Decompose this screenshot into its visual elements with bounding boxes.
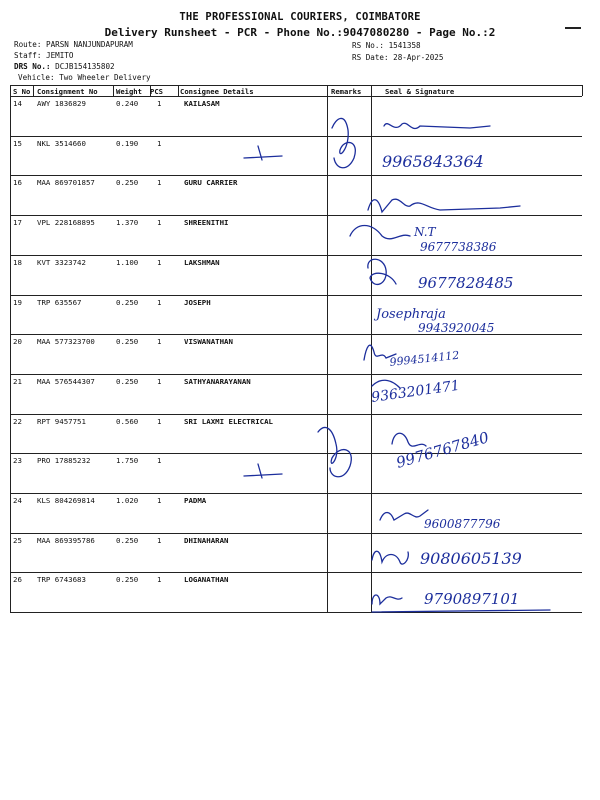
- cell-consignee: LOGANATHAN: [184, 575, 229, 585]
- table-vline: [178, 85, 179, 96]
- cell-sno: 20: [13, 337, 22, 347]
- cell-consignment: NKL 3514660: [37, 138, 86, 148]
- table-hline: [10, 374, 582, 375]
- cell-sno: 25: [13, 535, 22, 545]
- vehicle-value: Two Wheeler Delivery: [59, 73, 151, 82]
- header-consignee: Consignee Details: [180, 87, 254, 96]
- cell-consignee: GURU CARRIER: [184, 178, 238, 188]
- table-vline: [582, 85, 583, 96]
- staff-label: Staff:: [14, 51, 42, 60]
- cell-sno: 16: [13, 178, 22, 188]
- cell-weight: 1.750: [116, 456, 139, 466]
- cell-consignment: TRP 635567: [37, 297, 82, 307]
- table-hline: [10, 334, 582, 335]
- phone-row25: 9080605139: [420, 549, 522, 568]
- table-vline: [327, 85, 328, 612]
- cell-sno: 21: [13, 376, 22, 386]
- header-weight: Weight: [116, 87, 142, 96]
- drs-value: DCJB154135802: [55, 62, 115, 71]
- cell-sno: 24: [13, 496, 22, 505]
- cell-consignee: SHREENITHI: [184, 218, 229, 228]
- header-pcs: PCS: [150, 87, 163, 96]
- cell-sno: 22: [13, 416, 22, 426]
- cell-sno: 19: [13, 297, 22, 307]
- table-hline: [10, 215, 582, 216]
- cell-consignee: SRI LAXMI ELECTRICAL: [184, 416, 273, 426]
- header-seal-signature: Seal & Signature: [385, 87, 455, 96]
- phone-row21: 9363201471: [370, 377, 461, 406]
- phone-row17: 9677738386: [420, 240, 497, 254]
- cell-pcs: 1: [157, 178, 162, 188]
- phone-row19: 9943920045: [418, 321, 495, 335]
- cell-pcs: 1: [157, 337, 162, 347]
- cell-consignment: PRO 17885232: [37, 456, 91, 466]
- table-hline: [10, 175, 582, 176]
- staff-value: JEMITO: [46, 51, 74, 60]
- table-hline: [10, 136, 582, 137]
- cell-pcs: 1: [157, 257, 162, 267]
- cell-pcs: 1: [157, 496, 162, 505]
- cell-consignee: VISWANATHAN: [184, 337, 233, 347]
- header-consignment: Consignment No: [37, 87, 98, 96]
- corner-dash-mark: [565, 27, 581, 29]
- table-hline: [10, 572, 582, 573]
- cell-consignment: KVT 3323742: [37, 257, 86, 267]
- cell-sno: 26: [13, 575, 22, 585]
- rs-no-label: RS No.:: [352, 41, 385, 50]
- route-line: [14, 40, 133, 49]
- cell-consignment: MAA 577323700: [37, 337, 95, 347]
- name-row19: Josephraja: [376, 307, 446, 322]
- cell-weight: 0.250: [116, 337, 139, 347]
- table-vline: [33, 85, 34, 96]
- cell-consignment: RPT 9457751: [37, 416, 86, 426]
- table-hline: [10, 96, 582, 97]
- cell-consignee: LAKSHMAN: [184, 257, 220, 267]
- document-title: THE PROFESSIONAL COURIERS, COIMBATORE: [179, 11, 421, 23]
- cell-consignee: JOSEPH: [184, 297, 211, 307]
- table-hline: [10, 255, 582, 256]
- table-vline: [10, 85, 11, 612]
- cell-weight: 0.250: [116, 575, 139, 585]
- staff-line: [14, 51, 73, 60]
- cell-consignment: KLS 804269814: [37, 496, 95, 505]
- cell-weight: 0.560: [116, 416, 139, 426]
- cell-pcs: 1: [157, 416, 162, 426]
- cell-sno: 15: [13, 138, 22, 148]
- cell-pcs: 1: [157, 138, 162, 148]
- cell-weight: 1.020: [116, 496, 139, 505]
- table-hline: [10, 85, 582, 86]
- cell-pcs: 1: [157, 535, 162, 545]
- cell-pcs: 1: [157, 99, 162, 108]
- runsheet-table: [10, 85, 582, 615]
- cell-consignee: PADMA: [184, 496, 207, 505]
- cell-pcs: 1: [157, 218, 162, 228]
- rs-date-value: 28-Apr-2025: [393, 53, 444, 62]
- header-remarks: Remarks: [331, 87, 362, 96]
- phone-row24: 9600877796: [424, 517, 501, 531]
- cell-pcs: 1: [157, 297, 162, 307]
- cell-pcs: 1: [157, 575, 162, 585]
- cell-sno: 18: [13, 257, 22, 267]
- phone-row23: 9976767840: [394, 428, 491, 472]
- cell-consignment: VPL 228168895: [37, 218, 95, 228]
- phone-row20: 9994514112: [388, 348, 460, 369]
- cell-consignee: SATHYANARAYANAN: [184, 376, 251, 386]
- table-hline: [10, 295, 582, 296]
- cell-weight: 0.190: [116, 138, 139, 148]
- cell-consignment: AWY 1836829: [37, 99, 86, 108]
- cell-sno: 23: [13, 456, 22, 466]
- cell-weight: 0.250: [116, 178, 139, 188]
- table-hline: [10, 612, 582, 613]
- table-hline: [10, 533, 582, 534]
- cell-weight: 0.250: [116, 535, 139, 545]
- cell-weight: 1.370: [116, 218, 139, 228]
- cell-consignment: MAA 576544307: [37, 376, 95, 386]
- rs-date-label: RS Date:: [352, 53, 389, 62]
- rs-no-value: 1541358: [388, 41, 421, 50]
- cell-pcs: 1: [157, 456, 162, 466]
- table-vline: [113, 85, 114, 96]
- phone-row18: 9677828485: [418, 274, 514, 292]
- cell-weight: 0.250: [116, 376, 139, 386]
- cell-weight: 0.250: [116, 297, 139, 307]
- route-label: Route:: [14, 40, 42, 49]
- route-value: PARSN NANJUNDAPURAM: [46, 40, 133, 49]
- cell-consignment: MAA 869395786: [37, 535, 95, 545]
- table-hline: [10, 453, 582, 454]
- header-sno: S No: [13, 87, 31, 96]
- drs-label: DRS No.:: [14, 62, 51, 71]
- cell-weight: 0.240: [116, 99, 139, 108]
- drs-line: [14, 62, 115, 71]
- vehicle-label: Vehicle:: [18, 73, 55, 82]
- note-row17: N.T: [414, 225, 436, 239]
- table-hline: [10, 493, 582, 494]
- cell-sno: 17: [13, 218, 22, 228]
- table-vline: [371, 85, 372, 612]
- rs-date-line: [352, 53, 443, 62]
- table-hline: [10, 414, 582, 415]
- cell-sno: 14: [13, 99, 22, 108]
- cell-weight: 1.100: [116, 257, 139, 267]
- phone-row15: 9965843364: [382, 152, 484, 171]
- cell-consignee: KAILASAM: [184, 99, 220, 108]
- rs-no-line: [352, 41, 421, 50]
- document-subtitle: Delivery Runsheet - PCR - Phone No.:9047080280 - Page No.:2: [104, 26, 496, 39]
- cell-consignment: TRP 6743683: [37, 575, 86, 585]
- phone-row26: 9790897101: [424, 590, 520, 608]
- vehicle-line: [18, 73, 151, 82]
- cell-consignment: MAA 869701857: [37, 178, 95, 188]
- cell-consignee: DHINAHARAN: [184, 535, 229, 545]
- cell-pcs: 1: [157, 376, 162, 386]
